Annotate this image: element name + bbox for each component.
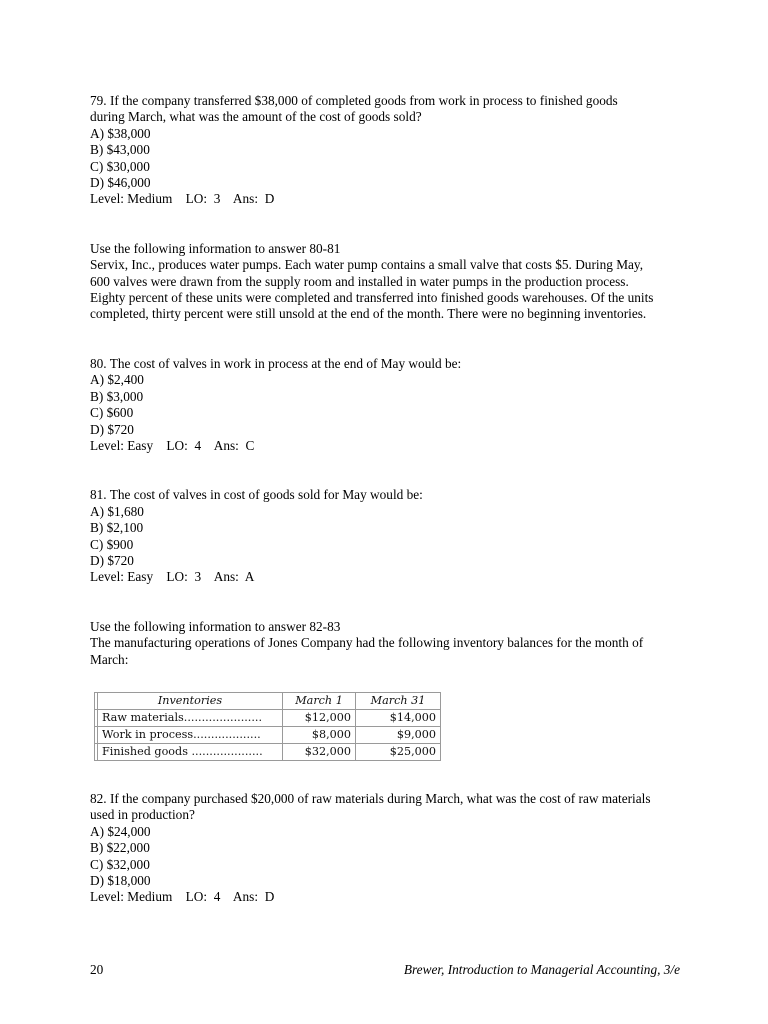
- info-82-83: [90, 619, 680, 668]
- cell-value: $25,000: [356, 743, 441, 760]
- answer-option: B) $3,000: [90, 388, 144, 404]
- info-text: 600 valves were drawn from the supply room and installed in water pumps in the production process.: [90, 273, 629, 289]
- question-79: [90, 93, 680, 208]
- info-text: completed, thirty percent were still unsold at the end of the month. There were no beginning inventories.: [90, 306, 647, 322]
- table-row: [95, 709, 441, 726]
- cell-value: $14,000: [356, 709, 441, 726]
- cell-value: $8,000: [283, 726, 356, 743]
- column-header-march-1: March 1: [283, 692, 356, 709]
- answer-option: A) $2,400: [90, 372, 144, 388]
- info-text: Eighty percent of these units were completed and transferred into finished goods warehouses. Of the units: [90, 290, 654, 306]
- info-text: Servix, Inc., produces water pumps. Each water pump contains a small valve that costs $5. During May,: [90, 257, 644, 273]
- answer-option: B) $22,000: [90, 840, 150, 856]
- answer-option: A) $24,000: [90, 823, 151, 839]
- question-82: [90, 791, 680, 906]
- answer-option: C) $30,000: [90, 158, 150, 174]
- cell-value: $9,000: [356, 726, 441, 743]
- answer-option: A) $1,680: [90, 503, 144, 519]
- answer-key: Level: Medium LO: 4 Ans: D: [90, 889, 275, 905]
- answer-option: C) $600: [90, 405, 134, 421]
- cell-value: $12,000: [283, 709, 356, 726]
- question-text: 80. The cost of valves in work in process at the end of May would be:: [90, 355, 462, 371]
- table-row: [95, 726, 441, 743]
- column-header-march-31: March 31: [356, 692, 441, 709]
- answer-option: D) $18,000: [90, 873, 151, 888]
- answer-key: Level: Medium LO: 3 Ans: D: [90, 191, 275, 207]
- info-80-81: [90, 241, 680, 323]
- answer-option: B) $2,100: [90, 520, 144, 536]
- question-text: during March, what was the amount of the cost of goods sold?: [90, 109, 422, 125]
- page-number: 20: [90, 962, 104, 977]
- answer-option: D) $720: [90, 552, 134, 568]
- book-title: Brewer, Introduction to Managerial Accounting, 3/e: [403, 962, 680, 977]
- cell-value: $32,000: [283, 743, 356, 760]
- question-text: used in production?: [90, 807, 195, 823]
- question-text: 79. If the company transferred $38,000 of completed goods from work in process to finished goods: [90, 93, 618, 108]
- info-text: The manufacturing operations of Jones Company had the following inventory balances for the month of: [90, 635, 644, 651]
- answer-option: D) $720: [90, 421, 134, 437]
- answer-option: C) $900: [90, 536, 134, 552]
- row-label: Finished goods ....................: [98, 743, 283, 760]
- document-page: [90, 93, 680, 906]
- table-header-row: [95, 692, 441, 709]
- question-text: 82. If the company purchased $20,000 of raw materials during March, what was the cost of raw materials: [90, 790, 651, 806]
- question-81: [90, 487, 680, 585]
- info-text: March:: [90, 651, 129, 667]
- row-label: Raw materials......................: [98, 709, 283, 726]
- question-80: [90, 356, 680, 454]
- answer-option: D) $46,000: [90, 175, 151, 191]
- answer-option: A) $38,000: [90, 125, 151, 141]
- info-heading: Use the following information to answer 82-83: [90, 618, 341, 634]
- answer-option: C) $32,000: [90, 856, 150, 872]
- answer-option: B) $43,000: [90, 142, 150, 158]
- answer-key: Level: Easy LO: 4 Ans: C: [90, 437, 255, 453]
- inventory-table: [94, 692, 441, 761]
- column-header-inventories: Inventories: [98, 692, 283, 709]
- question-text: 81. The cost of valves in cost of goods sold for May would be:: [90, 487, 423, 503]
- answer-key: Level: Easy LO: 3 Ans: A: [90, 569, 255, 585]
- row-label: Work in process...................: [98, 726, 283, 743]
- info-heading: Use the following information to answer 80-81: [90, 240, 341, 256]
- table-row: [95, 743, 441, 760]
